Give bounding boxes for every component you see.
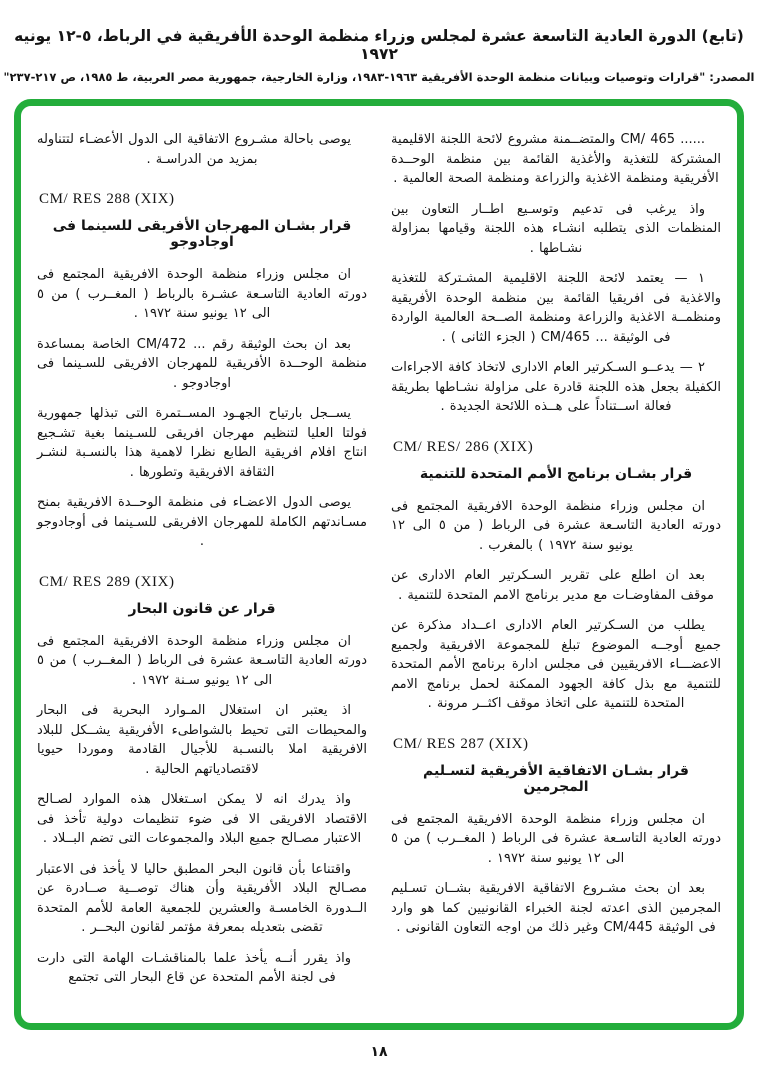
body-paragraph: واذ يقرر أنــه يأخذ علما بالمناقشـات الهامة التى دارت فى لجنة الأمم المتحدة عن قاع البحار التى تجتمع bbox=[37, 950, 351, 985]
body-paragraph: بعد ان اطلع على تقرير السـكرتير العام الادارى عن موقف المفاوضـات مع مدير برنامج الامم المتحدة للتنمية . bbox=[391, 568, 714, 603]
body-paragraph: بعد ان بحث مشـروع الاتفاقية الافريقية بشــان تسـليم المجرمين الذى اعدته لجنة الخبراء القانونيين كما هو وارد فى الوثيقة CM/445 وغير ذلك من اوجه التعاون القانونى . bbox=[391, 881, 721, 935]
doc-reference: CM/ RES 289 (XIX) bbox=[39, 573, 175, 590]
body-paragraph: يوصى الدول الاعضـاء فى منظمة الوحــدة الافريقية بمنح مسـاندتهم الكاملة للمهرجان الافريقى للسـينما فى أوجادوجو . bbox=[37, 495, 367, 549]
body-paragraph: واذ يدرك انه لا يمكن اسـتغلال هذه الموارد لصـالح الاقتصاد الافريقى الا فى ضوء تنظيمات دولية تأخذ فى الاعتبار مصـالح جميع البلاد والمجموعات التى تضم البــلاد . bbox=[37, 792, 367, 846]
body-paragraph: ان مجلس وزراء منظمة الوحدة الافريقية المجتمع فى دورته العادية التاسـعة عشـرة بالرباط ( المغــرب ) من ٥ الى ١٢ يونيو سنة ١٩٧٢ . bbox=[37, 267, 367, 321]
resolution-title: قرار بشـان الاتفاقية الأفريقية لتسـليم المجرمين bbox=[423, 762, 689, 795]
body-paragraph: يطلب من السـكرتير العام الادارى اعــداد مذكرة عن جميع أوجــه الموضوع تبلغ للمجموعة الافريقية ولجميع الاعضـــاء الافريقيين فى مجلس ادارة برنامج الأمم المتحدة للتنمية مع بذل كافة الجهود الممكنة لحمل برنامج الامم المتحدة للتنمية على اتخاذ موقف اكثــر مرونة . bbox=[391, 618, 721, 711]
resolution-title: قرار بشـان برنامج الأمم المتحدة للتنمية bbox=[419, 465, 693, 482]
left-column bbox=[37, 126, 367, 1009]
resolution-title: قرار عن قانون البحار bbox=[128, 600, 276, 617]
body-paragraph: ...... CM/ 465 والمتضــمنة مشروع لائحة اللجنة الاقليمية المشتركة للتغذية والأغذية القائمة بين منظمة الوحــدة الأفريقية ومنظمة الاغذية والزراعة ومنظمة الصحة العالمية . bbox=[390, 132, 721, 186]
body-paragraph: ان مجلس وزراء منظمة الوحدة الافريقية المجتمع فى دورته العادية التاسـعة عشرة فى الرباط ( المغــرب ) من ٥ الى ١٢ يونيو سـنة ١٩٧٢ . bbox=[37, 633, 367, 688]
body-paragraph: ٢ — يدعــو السـكرتير العام الادارى لاتخاذ كافة الاجراءات الكفيلة بجعل هذه اللجنة قادرة على مزاولة نشـاطها بطريقة فعالة اســتناداً على هــذه اللائحة الجديدة . bbox=[391, 360, 721, 414]
green-frame bbox=[14, 99, 744, 1030]
doc-reference: CM/ RES/ 286 (XIX) bbox=[393, 438, 534, 455]
page-header bbox=[0, 0, 758, 84]
source-citation: المصدر: "قرارات وتوصيات وبيانات منظمة الوحدة الأفريقية ١٩٦٣-١٩٨٣، وزارة الخارجية، جمهورية مصر العربية، ط ١٩٨٥، ص ٢١٧-٢٣٧" bbox=[3, 70, 755, 84]
text-columns bbox=[37, 126, 721, 1009]
body-paragraph: اذ يعتبر ان استغلال المـوارد البحرية فى البحار والمحيطات التى تحيط بالشواطىء الأفريقية يشــكل للبلاد الافريقية املا بالنسـبة للأجيال القادمة وموردا حيويا لاقتصادياتهم الحالية . bbox=[37, 703, 367, 777]
body-paragraph: واقتناعا بأن قانون البحر المطبق حاليا لا يأخذ فى الاعتبار مصـالح البلاد الأفريقية وأن هناك توصــية صــادرة عن الــدورة الخامسـة والعشرين للجمعية العامة للأمم المتحدة تقضى بتعديله بمعرفة مؤتمر لقانون البحــر . bbox=[37, 861, 367, 935]
doc-reference: CM/ RES 287 (XIX) bbox=[393, 735, 529, 752]
resolution-title: قرار بشـان المهرجان الأفريقى للسينما فى اوجادوجو bbox=[52, 218, 352, 250]
page-number: ١٨ bbox=[370, 1044, 388, 1060]
body-paragraph: ١ — يعتمد لائحة اللجنة الاقليمية المشـتركة للتغذية والاغذية فى افريقيا القائمة بين منظمة الوحدة الأفريقية ومنظمــة الاغذية والزراعة ومنظمة الصــحة العالمية الواردة فى الوثيقة ... CM/465 ( الجزء الثانى ) . bbox=[391, 271, 721, 345]
doc-reference: CM/ RES 288 (XIX) bbox=[39, 191, 175, 207]
body-paragraph: يســجل بارتياح الجهـود المســتمرة التى تبذلها جمهورية فولتا العليا لتنظيم مهرجان افريقى للسـينما بغية تشـجيع انتاج افلام افريقية الطابع نظرا لاهمية هذا بالنسـبة لنشـر الثقافة الافريقية وتطورها . bbox=[37, 406, 367, 480]
body-paragraph: بعد ان بحث الوثيقة رقم ... CM/472 الخاصة بمساعدة منظمة الوحــدة الأفريقية للمهرجان الافريقى للسـينما فى اوجادوجو . bbox=[37, 336, 367, 391]
session-title: (تابع) الدورة العادية التاسعة عشرة لمجلس وزراء منظمة الوحدة الأفريقية في الرباط، ٥-١٢ يونيه ١٩٧٢ bbox=[14, 27, 744, 63]
body-paragraph: واذ يرغب فى تدعيم وتوسـيع اطــار التعاون بين المنظمات الذى يتطلبه انشـاء هذه اللجنة وقيامها بمزاولة نشـاطها . bbox=[391, 201, 721, 256]
body-paragraph: يوصى باحالة مشـروع الاتفاقية الى الدول الأعضـاء لتتناوله بمزيد من الدراسـة . bbox=[37, 132, 351, 167]
body-paragraph: ان مجلس وزراء منظمة الوحدة الافريقية المجتمع فى دورته العادية التاسـعة عشرة فى الرباط ( المغــرب ) من ٥ الى ١٢ يونيو سنة ١٩٧٢ . bbox=[391, 811, 721, 866]
body-paragraph: ان مجلس وزراء منظمة الوحدة الافريقية المجتمع فى دورته العادية التاسـعة عشرة فى الرباط ( من ٥ الى ١٢ يونيو سنة ١٩٧٢ ) بالمغرب . bbox=[391, 498, 721, 553]
right-column bbox=[391, 126, 721, 1009]
